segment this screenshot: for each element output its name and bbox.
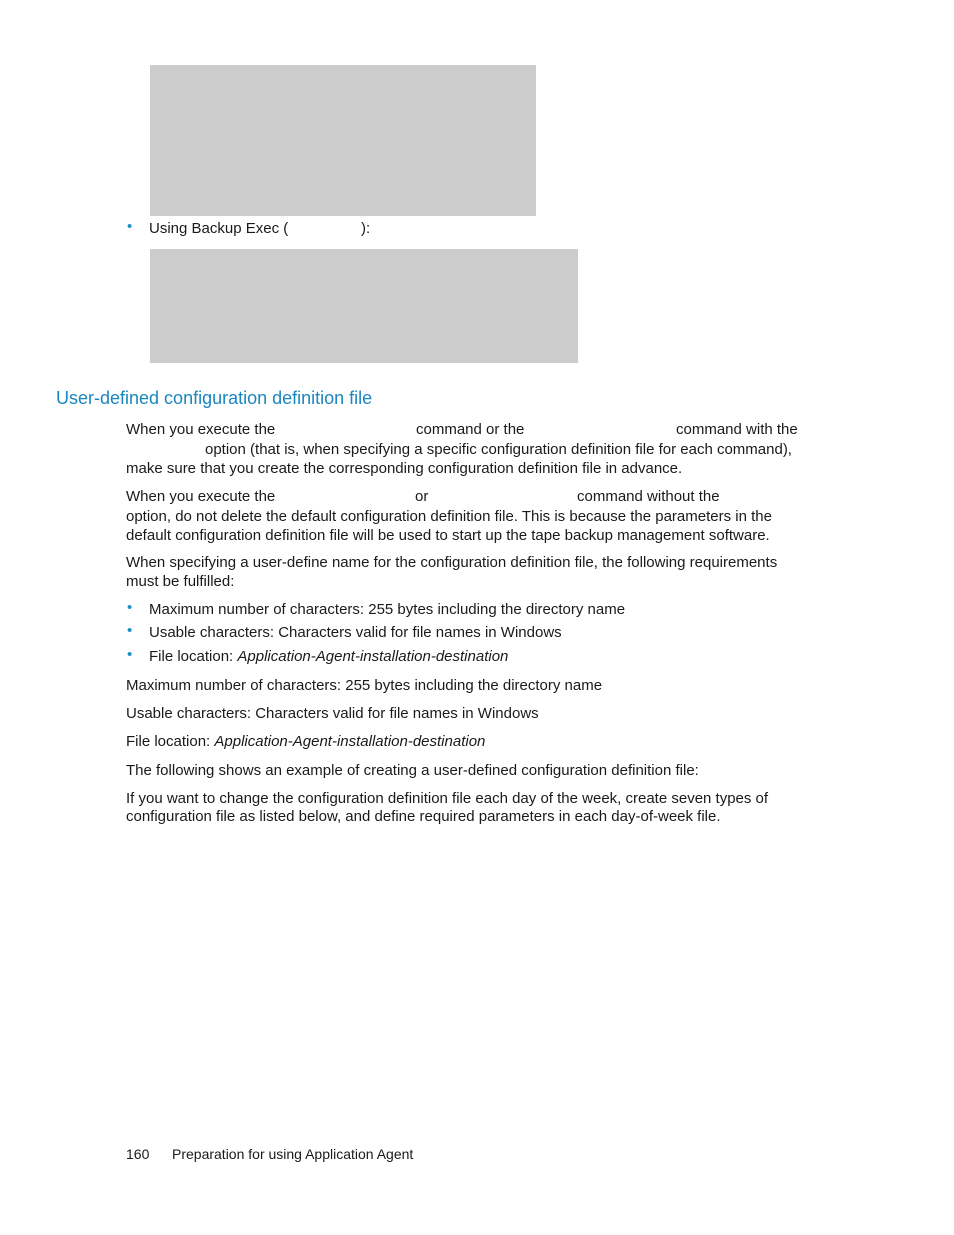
p3-line2: must be fulfilled: <box>126 573 235 590</box>
plain-label: File location: <box>126 733 211 750</box>
example-line: The following shows an example of creating a user-defined configuration definition file: <box>126 762 699 779</box>
p4-line1: If you want to change the configuration definition file each day of the week, create seven types of <box>126 790 769 807</box>
bullet-marker: • <box>127 646 133 663</box>
requirement-item <box>149 647 508 666</box>
requirement-label: File location: <box>149 648 234 665</box>
p1-line3: make sure that you create the corresponding configuration definition file in advance. <box>126 460 683 477</box>
p4-line2: configuration file as listed below, and define required parameters in each day-of-week file. <box>126 808 721 825</box>
requirement-item: Maximum number of characters: 255 bytes including the directory name <box>149 601 626 618</box>
p1-line1-b: command or the <box>416 421 525 438</box>
bullet-marker: • <box>127 622 133 639</box>
p2-line1-a: When you execute the <box>126 488 276 505</box>
bullet-marker: • <box>127 599 133 616</box>
p1-line2: option (that is, when specifying a specific configuration definition file for each command), <box>205 441 792 458</box>
p2-line1-b: or <box>415 488 429 505</box>
section-heading: User-defined configuration definition file <box>56 388 373 408</box>
backup-exec-text-a: Using Backup Exec ( <box>149 220 289 237</box>
code-block-backup-exec <box>150 249 578 363</box>
plain-line-1: Maximum number of characters: 255 bytes including the directory name <box>126 677 603 694</box>
p1-line1-a: When you execute the <box>126 421 276 438</box>
p2-line2: option, do not delete the default configuration definition file. This is because the parameters in the <box>126 508 772 525</box>
plain-line-3 <box>126 732 485 751</box>
plain-path: Application-Agent-installation-destination <box>214 733 486 750</box>
footer-title: Preparation for using Application Agent <box>172 1146 414 1162</box>
p1-line1-c: command with the <box>676 421 798 438</box>
p2-line1-c: command without the <box>577 488 720 505</box>
p3-line1: When specifying a user-define name for the configuration definition file, the following requirements <box>126 554 778 571</box>
backup-exec-text-b: ): <box>361 220 371 237</box>
plain-line-2: Usable characters: Characters valid for file names in Windows <box>126 705 539 722</box>
code-block-top <box>150 65 536 216</box>
requirement-path: Application-Agent-installation-destination <box>237 648 509 665</box>
requirement-item: Usable characters: Characters valid for file names in Windows <box>149 624 562 641</box>
p2-line3: default configuration definition file will be used to start up the tape backup management software. <box>126 527 770 544</box>
bullet-marker: • <box>127 218 133 235</box>
page-number: 160 <box>126 1146 150 1162</box>
